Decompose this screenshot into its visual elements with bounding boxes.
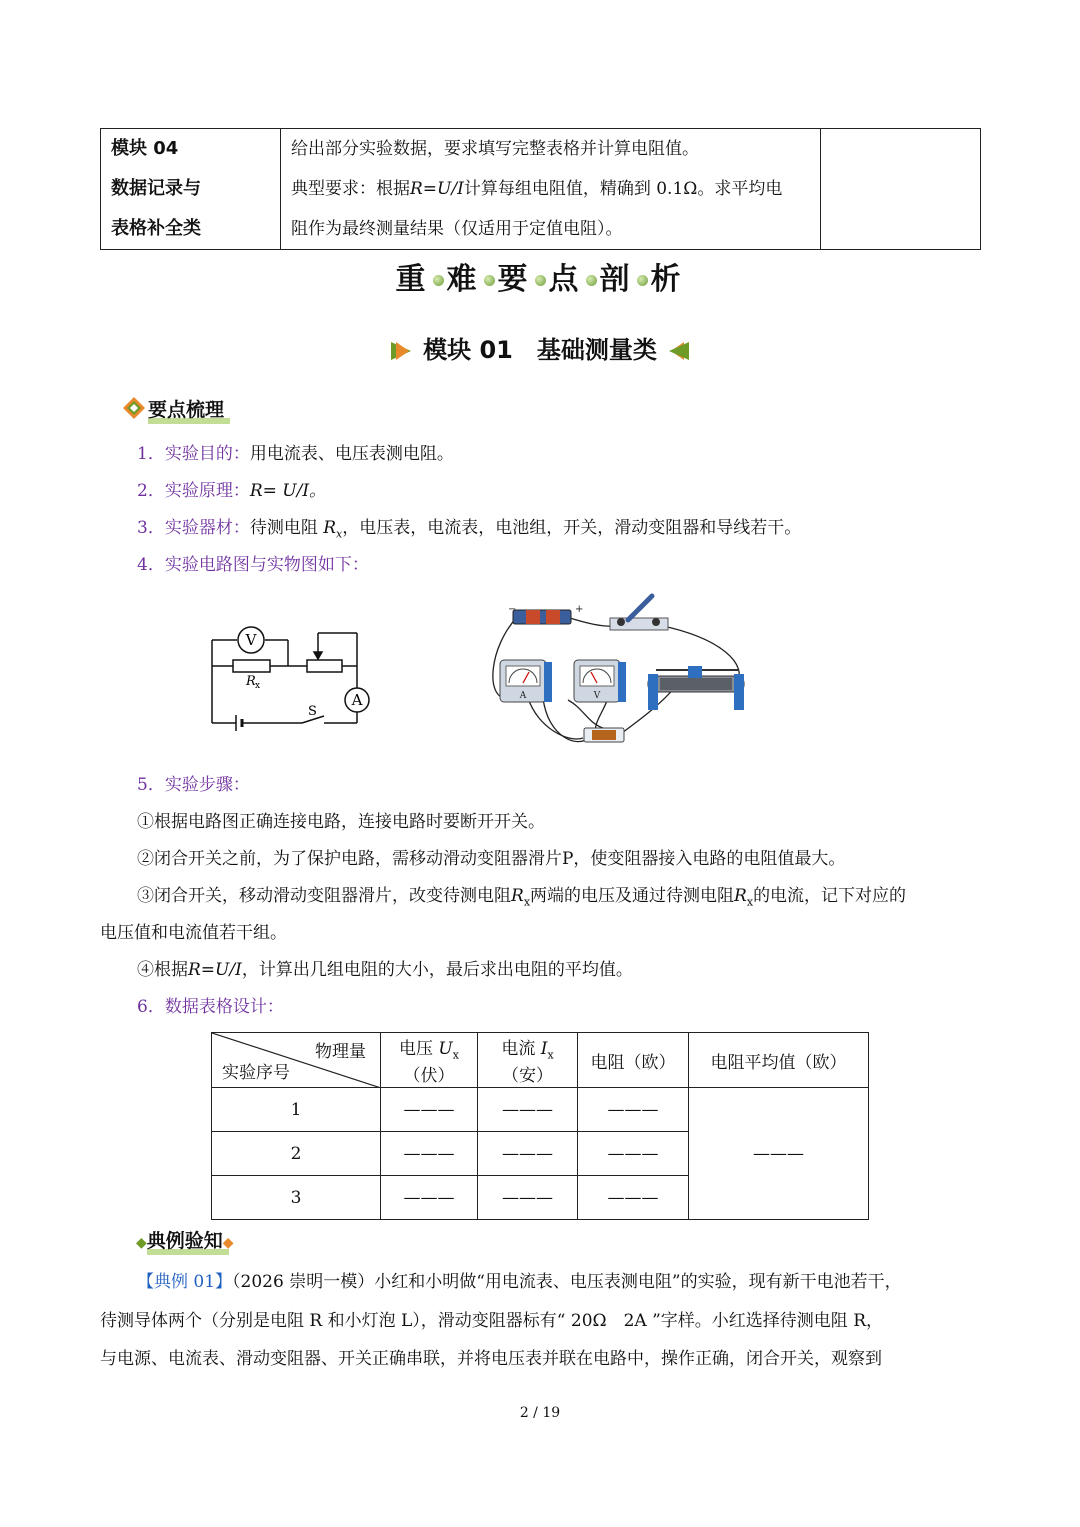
point-text: 待测电阻 [249, 518, 324, 538]
row-number: 3 [212, 1176, 381, 1220]
formula: R=U/I [188, 960, 242, 980]
dot-icon [535, 275, 546, 286]
title-char: 析 [650, 262, 685, 297]
cell-resistance: ——— [578, 1176, 689, 1220]
point-6 [137, 995, 284, 1019]
dot-icon [586, 275, 597, 286]
voltmeter-device-icon [574, 660, 626, 702]
module-empty-cell [821, 129, 981, 250]
row-number: 2 [212, 1132, 381, 1176]
table-header-row [212, 1033, 869, 1088]
module-label-line: 数据记录与 [111, 178, 201, 199]
svg-text:+: + [575, 604, 584, 615]
col-header-voltage [381, 1033, 478, 1088]
step-text: ③闭合开关，移动滑动变阻器滑片，改变待测电阻 [137, 886, 511, 906]
svg-text:−: − [508, 604, 517, 615]
example-text: （2026 崇明一模）小红和小明做“用电流表、电压表测电阻”的实验，现有新干电池若干， [232, 1272, 902, 1292]
key-points-heading [122, 395, 224, 422]
cell-current: ——— [478, 1132, 578, 1176]
diag-bottom-label: 实验序号 [222, 1063, 290, 1083]
diamond-left-icon: ◆ [136, 1235, 147, 1251]
module-desc-line: 给出部分实验数据，要求填写完整表格并计算电阻值。 [291, 139, 699, 159]
data-table [211, 1032, 869, 1220]
rx-subscript: x [523, 895, 531, 909]
module-label-line: 表格补全类 [111, 218, 201, 239]
point-label: 5．实验步骤： [137, 775, 250, 795]
desc-text: 计算每组电阻值，精确到 0.1Ω。求平均电 [463, 179, 783, 199]
title-char: 点 [548, 262, 583, 297]
title-char: 剖 [599, 262, 634, 297]
point-label: 1．实验目的： [137, 444, 250, 464]
battery-icon [508, 604, 583, 624]
step-3 [137, 884, 906, 914]
step-4 [137, 958, 633, 982]
point-4 [137, 553, 369, 577]
cell-voltage: ——— [381, 1088, 478, 1132]
symbol-subscript: x [547, 1048, 554, 1062]
col-header-current [478, 1033, 578, 1088]
example-line-3: 与电源、电流表、滑动变阻器、开关正确串联，并将电压表并联在电路中，操作正确，闭合开关，观察到 [100, 1349, 882, 1369]
point-text: 用电流表、电压表测电阻。 [249, 444, 454, 464]
voltage-symbol: U [438, 1038, 453, 1059]
ammeter-label: A [351, 691, 363, 709]
diag-top-label: 物理量 [315, 1042, 366, 1062]
rx-subscript: x [746, 895, 754, 909]
formula: R=U/I [410, 179, 464, 199]
step-text: 的电流，记下对应的 [753, 886, 907, 906]
step-text: ，计算出几组电阻的大小，最后求出电阻的平均值。 [241, 960, 633, 980]
point-text: R= U/I。 [249, 481, 327, 501]
col-header-average: 电阻平均值（欧） [689, 1033, 869, 1088]
voltmeter-device-label: V [593, 691, 601, 701]
resistor-device-icon [584, 728, 624, 742]
example-line-1 [137, 1270, 902, 1294]
rheostat-device-icon [648, 666, 744, 710]
cell-resistance: ——— [578, 1088, 689, 1132]
apparatus-illustration [488, 588, 750, 760]
current-symbol: I [540, 1038, 548, 1059]
symbol-subscript: x [452, 1048, 459, 1062]
title-char: 重 [395, 262, 430, 297]
rx-symbol: R [323, 518, 337, 538]
module-label-line: 模块 04 [111, 138, 179, 159]
point-2 [137, 479, 326, 503]
point-label: 3．实验器材： [137, 518, 250, 538]
diagonal-header-cell [212, 1033, 381, 1088]
example-title-wrap [147, 1230, 223, 1252]
point-5 [137, 773, 250, 797]
example-heading [136, 1226, 234, 1253]
diamond-icon [122, 396, 148, 420]
diamond-right-icon: ◆ [222, 1235, 234, 1251]
step-text: ④根据 [137, 960, 188, 980]
step-2: ②闭合开关之前，为了保护电路，需移动滑动变阻器滑片P，使变阻器接入电路的电阻值最大。 [137, 849, 846, 869]
section-title [0, 254, 1080, 298]
rx-subscript: x [336, 527, 343, 541]
step-3-continued: 电压值和电流值若干组。 [100, 923, 287, 943]
page-number: 2 / 19 [519, 1405, 561, 1421]
voltmeter-label: V [245, 631, 257, 649]
ammeter-device-icon [500, 660, 552, 702]
rx-symbol: R [511, 886, 524, 906]
example-tag: 【典例 01】 [137, 1272, 233, 1292]
cell-voltage: ——— [381, 1176, 478, 1220]
dot-icon [433, 275, 444, 286]
dot-icon [484, 275, 495, 286]
resistor-label: R [246, 674, 256, 689]
module-description-cell [281, 129, 821, 250]
step-text: 两端的电压及通过待测电阻 [530, 886, 735, 906]
cell-resistance: ——— [578, 1132, 689, 1176]
header-unit: （伏） [403, 1066, 455, 1087]
step-1: ①根据电路图正确连接电路，连接电路时要断开开关。 [137, 812, 545, 832]
table-row [212, 1088, 869, 1132]
point-1 [137, 442, 454, 466]
dot-icon [637, 275, 648, 286]
cell-average: ——— [689, 1088, 869, 1220]
header-unit: （安） [502, 1066, 553, 1087]
cell-voltage: ——— [381, 1132, 478, 1176]
knife-switch-icon [610, 596, 668, 630]
key-points-title: 要点梳理 [148, 399, 225, 421]
switch-label: S [308, 704, 317, 719]
cell-current: ——— [478, 1176, 578, 1220]
header-text: 电流 [501, 1038, 541, 1059]
ammeter-device-label: A [519, 691, 527, 701]
point-label: 2．实验原理： [137, 481, 250, 501]
module-heading [0, 330, 1080, 365]
col-header-resistance: 电阻（欧） [578, 1033, 689, 1088]
module-label-cell [101, 129, 281, 250]
desc-text: 典型要求：根据 [291, 179, 410, 199]
module-04-table [100, 128, 981, 250]
row-number: 1 [212, 1088, 381, 1132]
module-desc-line: 阻作为最终测量结果（仅适用于定值电阻）。 [291, 219, 623, 239]
circuit-diagram [200, 620, 380, 740]
module-heading-text: 模块 01 基础测量类 [423, 336, 657, 364]
arrow-left-icon [669, 342, 689, 360]
arrow-right-accent-icon [396, 342, 409, 360]
resistor-subscript: x [255, 681, 261, 691]
title-char: 难 [446, 262, 481, 297]
key-points-title-wrap [148, 399, 224, 421]
point-label: 4．实验电路图与实物图如下： [137, 555, 369, 575]
rx-symbol: R [734, 886, 747, 906]
title-char: 要 [497, 262, 532, 297]
cell-current: ——— [478, 1088, 578, 1132]
point-3 [137, 516, 801, 546]
header-text: 电压 [399, 1038, 439, 1059]
example-line-2: 待测导体两个（分别是电阻 R 和小灯泡 L），滑动变阻器标有“ 20Ω 2A ”字样。小红选择待测电阻 R， [100, 1311, 884, 1331]
module-desc-line [291, 169, 820, 209]
point-label: 6．数据表格设计： [137, 997, 284, 1017]
point-text: ，电压表，电流表，电池组，开关，滑动变阻器和导线若干。 [342, 518, 802, 538]
example-title: 典例验知 [146, 1230, 223, 1252]
